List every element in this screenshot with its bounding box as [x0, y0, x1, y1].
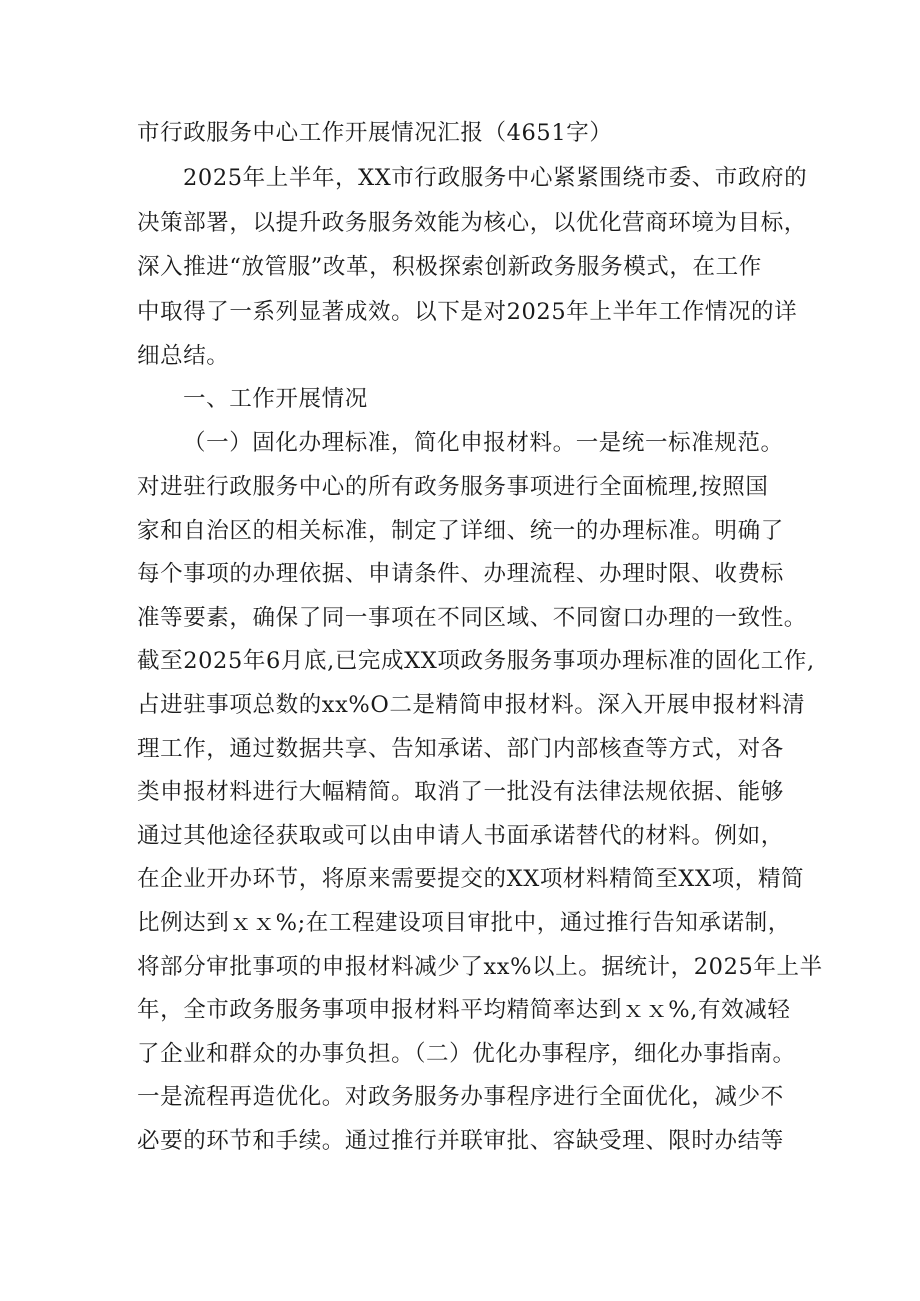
paragraph-body-line: 截至2025年6月底,已完成XX项政务服务事项办理标准的固化工作, — [137, 648, 815, 674]
paragraph-body-line: 家和自治区的相关标准，制定了详细、统一的办理标准。明确了 — [137, 518, 784, 544]
paragraph-intro-line: 中取得了一系列显著成效。以下是对2025年上半年工作情况的详 — [137, 299, 798, 325]
section-heading: 一、工作开展情况 — [183, 386, 368, 412]
paragraph-intro-line: 决策部署，以提升政务服务效能为核心，以优化营商环境为目标， — [137, 210, 807, 236]
paragraph-body-line: 一是流程再造优化。对政务服务办事程序进行全面优化，减少不 — [137, 1084, 784, 1110]
paragraph-body-line: 将部分审批事项的申报材料减少了xx%以上。据统计，2025年上半 — [137, 954, 823, 980]
paragraph-body-line: （一）固化办理标准，简化申报材料。一是统一标准规范。 — [183, 430, 784, 456]
paragraph-body-line: 每个事项的办理依据、申请条件、办理流程、办理时限、收费标 — [137, 561, 784, 587]
paragraph-body-line: 类申报材料进行大幅精简。取消了一批没有法律法规依据、能够 — [137, 779, 784, 805]
paragraph-body-line: 了企业和群众的办事负担。（二）优化办事程序，细化办事指南。 — [137, 1041, 796, 1067]
paragraph-body-line: 对进驻行政服务中心的所有政务服务事项进行全面梳理,按照国 — [137, 474, 769, 500]
paragraph-body-line: 占进驻事项总数的xx%O二是精简申报材料。深入开展申报材料清 — [137, 692, 806, 718]
paragraph-body-line: 在企业开办环节，将原来需要提交的XX项材料精简至XX项，精简 — [137, 866, 805, 892]
paragraph-intro-line: 细总结。 — [137, 343, 230, 369]
paragraph-body-line: 比例达到ｘｘ%;在工程建设项目审批中，通过推行告知承诺制， — [137, 910, 791, 936]
paragraph-body-line: 年，全市政务服务事项申报材料平均精简率达到ｘｘ%,有效减轻 — [137, 997, 791, 1023]
paragraph-body-line: 通过其他途径获取或可以由申请人书面承诺替代的材料。例如， — [137, 823, 784, 849]
paragraph-body-line: 准等要素，确保了同一事项在不同区域、不同窗口办理的一致性。 — [137, 605, 807, 631]
paragraph-body-line: 理工作，通过数据共享、告知承诺、部门内部核查等方式，对各 — [137, 736, 784, 762]
paragraph-intro-line: 深入推进“放管服”改革，积极探索创新政务服务模式，在工作 — [137, 254, 762, 280]
paragraph-intro-line: 2025年上半年，XX市行政服务中心紧紧围绕市委、市政府的 — [183, 165, 808, 191]
document-title: 市行政服务中心工作开展情况汇报（4651字） — [137, 120, 613, 146]
paragraph-body-line: 必要的环节和手续。通过推行并联审批、容缺受理、限时办结等 — [137, 1128, 784, 1154]
